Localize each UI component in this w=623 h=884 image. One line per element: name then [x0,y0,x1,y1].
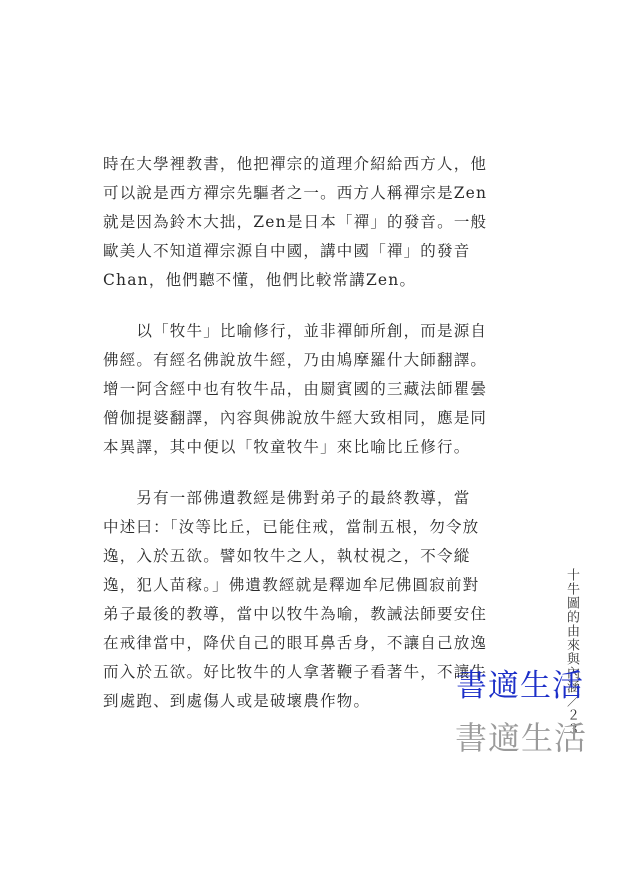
text-line: 而入於五欲。好比牧牛的人拿著鞭子看著牛，不讓牛 [103,663,488,681]
text-line: Chan，他們聽不懂，他們比較常講Zen。 [103,271,417,289]
text-line: 以「牧牛」比喻修行，並非禪師所創，而是源自 [103,322,488,340]
watermark-blue: 書適生活 [456,668,584,704]
text-line: 逸，入於五欲。譬如牧牛之人，執杖視之，不令縱 [103,547,471,565]
text-line: 就是因為鈴木大拙，Zen是日本「禪」的發音。一般 [103,213,488,231]
text-line: 時在大學裡教書，他把禪宗的道理介紹給西方人，他 [103,155,488,173]
watermark-gray: 書適生活 [455,719,588,757]
running-title: 十牛圖的由來與內涵／２３ [564,568,579,736]
text-line: 佛經。有經名佛說放牛經，乃由鳩摩羅什大師翻譯。 [103,351,488,369]
text-line: 本異譯，其中便以「牧童牧牛」來比喻比丘修行。 [103,438,471,456]
text-line: 在戒律當中，降伏自己的眼耳鼻舌身，不讓自己放逸 [103,634,488,652]
paragraph-1 [103,150,508,295]
text-line: 僧伽提婆翻譯，內容與佛說放牛經大致相同，應是同 [103,409,488,427]
paragraph-2 [103,317,508,462]
text-line: 增一阿含經中也有牧牛品，由罽賓國的三藏法師瞿曇 [103,380,488,398]
text-line: 中述曰：「汝等比丘，已能住戒，當制五根，勿令放 [103,518,480,536]
text-line: 到處跑、到處傷人或是破壞農作物。 [103,692,371,710]
text-line: 逸，犯人苗稼。」佛遺教經就是釋迦牟尼佛圓寂前對 [103,576,480,594]
text-line: 歐美人不知道禪宗源自中國，講中國「禪」的發音 [103,242,471,260]
text-line: 另有一部佛遺教經是佛對弟子的最終教導，當 [103,489,471,507]
text-line: 可以說是西方禪宗先驅者之一。西方人稱禪宗是Zen [103,184,488,202]
text-line: 弟子最後的教導，當中以牧牛為喻，教誡法師要安住 [103,605,488,623]
paragraph-3 [103,484,508,716]
